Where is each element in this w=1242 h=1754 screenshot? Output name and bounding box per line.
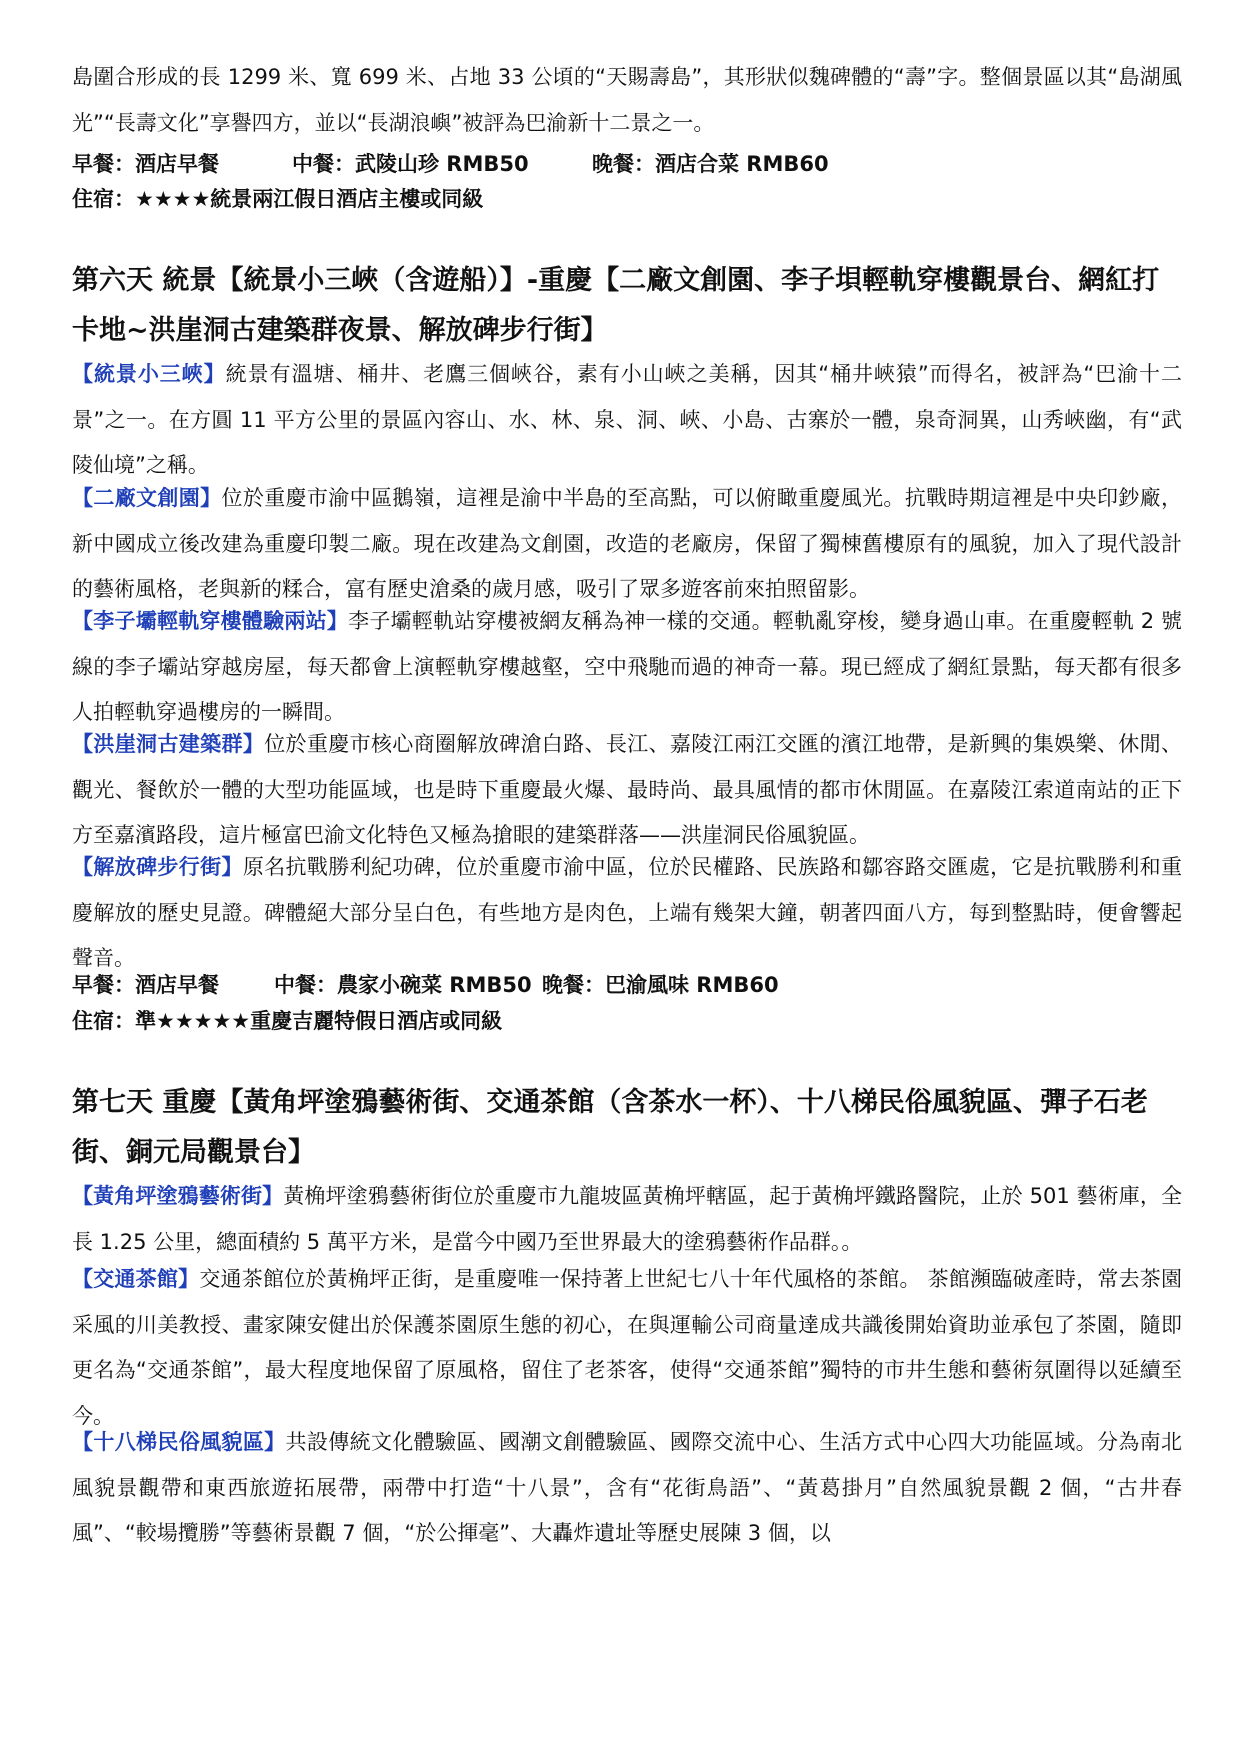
section-body: 黃桷坪塗鴉藝術街位於重慶市九龍坡區黃桷坪轄區，起于黃桷坪鐵路醫院，止於 501 藝術庫，全長 1.25 公里，總面積約 5 萬平方米，是當今中國乃至世界最大的塗鴉藝術作品群。。 (72, 1184, 1183, 1254)
section-title: 【洪崖洞古建築群】 (72, 732, 265, 756)
lunch-label: 中餐：武陵山珍 RMB50 (292, 152, 529, 176)
section-body: 交通茶館位於黃桷坪正街，是重慶唯一保持著上世紀七八十年代風格的茶館。 茶館瀕臨破產時，常去茶園采風的川美教授、畫家陳安健出於保護茶園原生態的初心，在與運輸公司商量達成共識後開始資助並承包了茶園，隨即更名為“交通茶館”，最大程度地保留了原風格，留住了老茶客，使得“交通茶館”獨特的市井生態和藝術氛圍得以延續至今。 (72, 1267, 1183, 1428)
day7-section-shibati (72, 1420, 1182, 1557)
dinner-label: 晚餐：酒店合菜 RMB60 (592, 152, 829, 176)
section-title: 【交通茶館】 (72, 1267, 200, 1291)
day6-section-jiefangbei (72, 845, 1182, 982)
section-body: 位於重慶市渝中區鵝嶺，這裡是渝中半島的至高點，可以俯瞰重慶風光。抗戰時期這裡是中央印鈔廠，新中國成立後改建為重慶印製二廠。現在改建為文創園，改造的老廠房，保留了獨棟舊樓原有的風貌，加入了現代設計的藝術風格，老與新的糅合，富有歷史滄桑的歲月感，吸引了眾多遊客前來拍照留影。 (72, 486, 1183, 601)
intro-meals (72, 148, 829, 178)
day6-section-hongyadong (72, 722, 1182, 859)
intro-lodging: 住宿：★★★★統景兩江假日酒店主樓或同級 (72, 187, 484, 211)
day6-section-liziba (72, 599, 1182, 736)
section-title: 【解放碑步行街】 (72, 855, 243, 879)
day6-heading: 第六天 統景【統景小三峽（含遊船）】-重慶【二廠文創園、李子垻輕軌穿樓觀景台、網紅打卡地~洪崖洞古建築群夜景、解放碑步行街】 (72, 265, 1160, 346)
day7-section-teahouse (72, 1257, 1182, 1439)
dinner-label: 晚餐：巴渝風味 RMB60 (542, 973, 779, 997)
section-title: 【李子壩輕軌穿樓體驗兩站】 (72, 609, 349, 633)
day6-lodging: 住宿：準★★★★★重慶吉麗特假日酒店或同級 (72, 1009, 503, 1033)
section-body: 統景有溫塘、桶井、老鷹三個峽谷，素有小山峽之美稱，因其“桶井峽猿”而得名，被評為“巴渝十二景”之一。在方圓 11 平方公里的景區內容山、水、林、泉、洞、峽、小島、古寨於一體，泉奇洞異，山秀峽幽，有“武陵仙境”之稱。 (72, 362, 1182, 477)
section-title: 【黃角坪塗鴉藝術街】 (72, 1184, 284, 1208)
section-title: 【十八梯民俗風貌區】 (72, 1430, 286, 1454)
section-title: 【統景小三峽】 (72, 362, 226, 386)
section-body: 共設傳統文化體驗區、國潮文創體驗區、國際交流中心、生活方式中心四大功能區域。分為南北風貌景觀帶和東西旅遊拓展帶，兩帶中打造“十八景”，含有“花街鳥語”、“黃葛掛月”自然風貌景觀 2 個，“古井春風”、“較場攬勝”等藝術景觀 7 個，“於公揮毫”、大轟炸遺址等歷史展陳 3 個，以 (72, 1430, 1182, 1545)
breakfast-label: 早餐：酒店早餐 (72, 973, 219, 997)
section-title: 【二廠文創園】 (72, 486, 222, 510)
section-body: 原名抗戰勝利紀功碑，位於重慶市渝中區，位於民權路、民族路和鄒容路交匯處，它是抗戰勝利和重慶解放的歷史見證。碑體絕大部分呈白色，有些地方是肉色，上端有幾架大鐘，朝著四面八方，每到整點時，便會響起聲音。 (72, 855, 1183, 970)
day6-meals (72, 969, 779, 999)
day6-section-tongjing (72, 352, 1182, 489)
intro-paragraph: 島圍合形成的長 1299 米、寬 699 米、占地 33 公頃的“天賜壽島”，其形狀似魏碑體的“壽”字。整個景區以其“島湖風光”“長壽文化”享譽四方，並以“長湖浪嶼”被評為巴渝新十二景之一。 (72, 65, 1182, 135)
breakfast-label: 早餐：酒店早餐 (72, 152, 219, 176)
day7-heading: 第七天 重慶【黃角坪塗鴉藝術街、交通茶館（含茶水一杯）、十八梯民俗風貌區、彈子石老街、銅元局觀景台】 (72, 1087, 1148, 1168)
day7-section-graffiti (72, 1174, 1182, 1265)
section-body: 李子壩輕軌站穿樓被網友稱為神一樣的交通。輕軌亂穿梭，變身過山車。在重慶輕軌 2 號線的李子壩站穿越房屋，每天都會上演輕軌穿樓越壑，空中飛馳而過的神奇一幕。現已經成了網紅景點，每天都有很多人拍輕軌穿過樓房的一瞬間。 (72, 609, 1182, 724)
section-body: 位於重慶市核心商圈解放碑滄白路、長江、嘉陵江兩江交匯的濱江地帶，是新興的集娛樂、休閒、觀光、餐飲於一體的大型功能區域，也是時下重慶最火爆、最時尚、最具風情的都市休閒區。在嘉陵江索道南站的正下方至嘉濱路段，這片極富巴渝文化特色又極為搶眼的建築群落——洪崖洞民俗風貌區。 (72, 732, 1183, 847)
day6-section-erchang (72, 476, 1182, 613)
lunch-label: 中餐：農家小碗菜 RMB50 (274, 973, 532, 997)
